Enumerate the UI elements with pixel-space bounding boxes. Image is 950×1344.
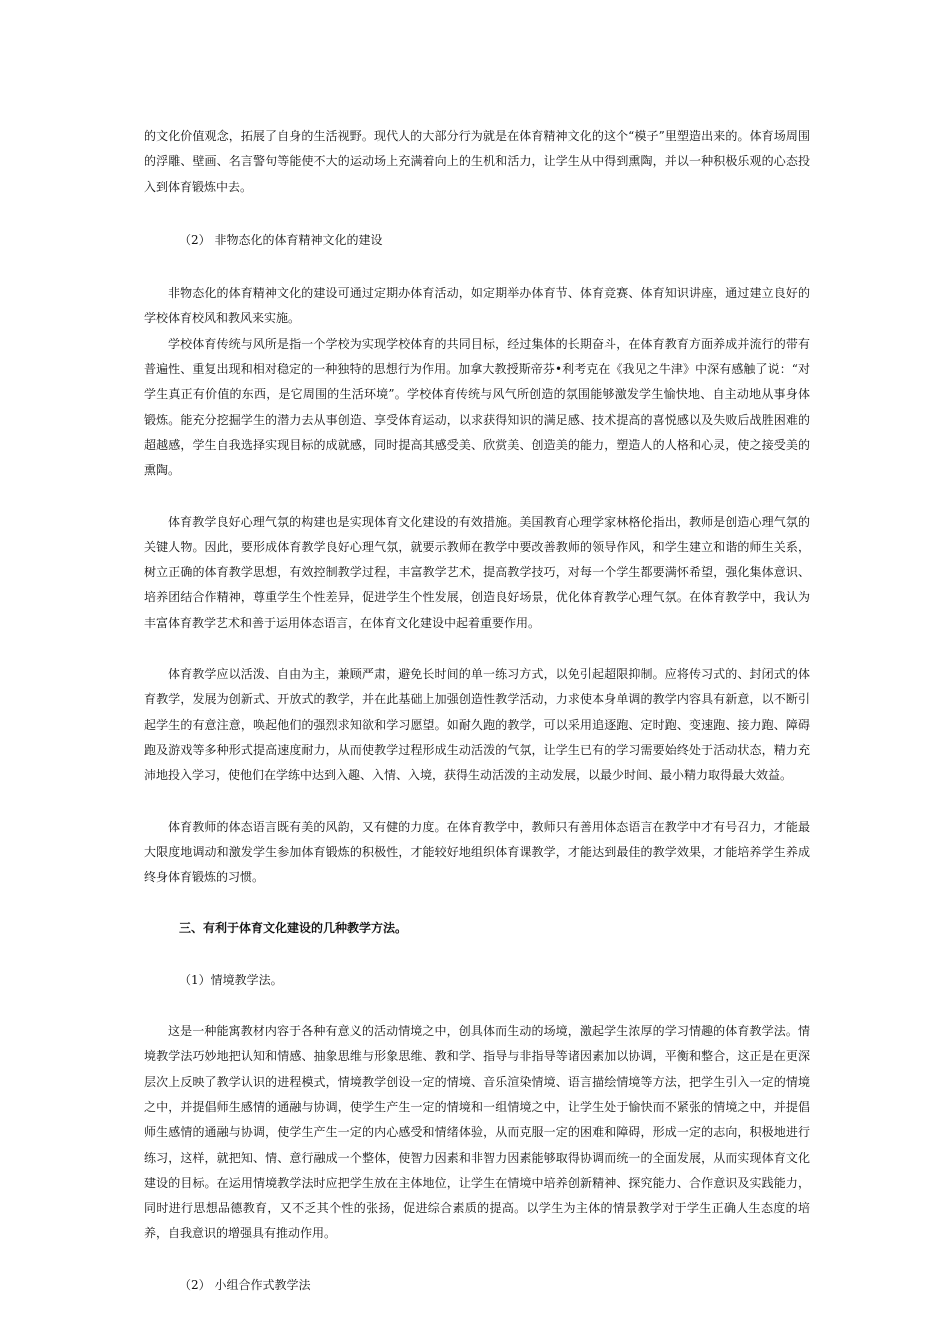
spacer [144, 1247, 810, 1273]
subheading-situational-teaching: （1）情境教学法。 [179, 972, 283, 987]
spacer [144, 200, 810, 228]
spacer [144, 942, 810, 968]
section-title-teaching-methods: 三、有利于体育文化建设的几种教学方法。 [179, 921, 408, 936]
spacer [144, 993, 810, 1019]
subheading-non-material-culture: （2） 非物态化的体育精神文化的建设 [179, 232, 383, 247]
subheading-group-cooperation: （2） 小组合作式教学法 [179, 1277, 311, 1292]
spacer [144, 484, 810, 510]
paragraph-situational-teaching: 这是一种能寓教材内容于各种有意义的活动情境之中，创具体而生动的场境，激起学生浓厚的学习情趣的体育教学法。情境教学法巧妙地把认知和情感、抽象思维与形象思维、教和学、指导与非指导等诸因素加以协调，平衡和整合，这正是在更深层次上反映了教学认识的进程模式，情境教学创设一定的情境、音乐渲染情境、语言描绘情境等方法，把学生引入一定的情境之中，并提倡师生感情的通融与协调，使学生产生一定的情境和一组情境之中，让学生处于愉快而不紧张的情境之中，并提倡师生感情的通融与协调，使学生产生一定的内心感受和情绪体验，从而克服一定的困难和障碍，形成一定的志向，积极地进行练习，这样，就把知、情、意行融成一个整体，使智力因素和非智力因素能够取得协调而统一的全面发展，从而实现体育文化建设的目标。在运用情境教学法时应把学生放在主体地位，让学生在情境中培养创新精神、探究能力、合作意识及实践能力，同时进行思想品德教育，又不乏其个性的张扬，促进综合素质的提高。以学生为主体的情景教学对于学生正确人生态度的培养，自我意识的增强具有推动作用。 [144, 1024, 810, 1241]
paragraph-psychological-climate: 体育教学良好心理气氛的构建也是实现体育文化建设的有效措施。美国教育心理学家林格伦指出，教师是创造心理气氛的关键人物。因此，要形成体育教学良好心理气氛，就要示教师在教学中要改善教师的领导作风，和学生建立和谐的师生关系，树立正确的体育教学思想，有效控制教学过程，丰富教学艺术，提高教学技巧，对每一个学生都要满怀希望，强化集体意识、培养团结合作精神，尊重学生个性差异，促进学生个性发展，创造良好场景，优化体育教学心理气氛。在体育教学中，我认为丰富体育教学艺术和善于运用体态语言，在体育文化建设中起着重要作用。 [144, 514, 810, 630]
paragraph-cultural-values: 的文化价值观念，拓展了自身的生活视野。现代人的大部分行为就是在体育精神文化的这个“模子”里塑造出来的。体育场周围的浮雕、壁画、名言警句等能使不大的运动场上充满着向上的生机和活力，让学生从中得到熏陶，并以一种积极乐观的心态投入到体育锻炼中去。 [144, 129, 810, 194]
spacer [144, 890, 810, 916]
paragraph-lively-teaching: 体育教学应以活泼、自由为主，兼顾严肃，避免长时间的单一练习方式，以免引起超限抑制。应将传习式的、封闭式的体育教学，发展为创新式、开放式的教学，并在此基础上加强创造性教学活动，力求使本身单调的教学内容具有新意，以不断引起学生的有意注意，唤起他们的强烈求知欲和学习愿望。如耐久跑的教学，可以采用追逐跑、定时跑、变速跑、接力跑、障碍跑及游戏等多种形式提高速度耐力，从而使教学过程形成生动活泼的气氛，让学生已有的学习需要始终处于活动状态，精力充沛地投入学习，使他们在学练中达到入趣、入情、入境，获得生动活泼的主动发展，以最少时间、最小精力取得最大效益。 [144, 667, 810, 783]
paragraph-body-language: 体育教师的体态语言既有美的风韵，又有健的力度。在体育教学中，教师只有善用体态语言在教学中才有号召力，才能最大限度地调动和激发学生参加体育锻炼的积极性，才能较好地组织体育课教学，才能达到最佳的教学效果，才能培养学生养成终身体育锻炼的习惯。 [144, 819, 810, 885]
paragraph-school-tradition: 学校体育传统与风所是指一个学校为实现学校体育的共同目标，经过集体的长期奋斗，在体育教育方面养成并流行的带有普遍性、重复出现和相对稳定的一种独特的思想行为作用。加拿大教授斯帝芬•利考克在《我见之牛津》中深有感触了说：“对学生真正有价值的东西，是它周围的生活环境”。学校体育传统与风气所创造的氛围能够激发学生愉快地、自主动地从事身体锻炼。能充分挖掘学生的潜力去从事创造、享受体育运动，以求获得知识的满足感、技术提高的喜悦感以及失败后战胜困难的超越感，学生自我选择实现目标的成就感，同时提高其感受美、欣赏美、创造美的能力，塑造人的人格和心灵，使之接受美的熏陶。 [144, 336, 810, 478]
spacer [144, 789, 810, 815]
spacer [144, 636, 810, 662]
document-page [144, 124, 810, 1298]
spacer [144, 253, 810, 281]
paragraph-non-material-intro: 非物态化的体育精神文化的建设可通过定期办体育活动，如定期举办体育节、体育竞赛、体育知识讲座，通过建立良好的学校体育校风和教风来实施。 [144, 286, 810, 326]
